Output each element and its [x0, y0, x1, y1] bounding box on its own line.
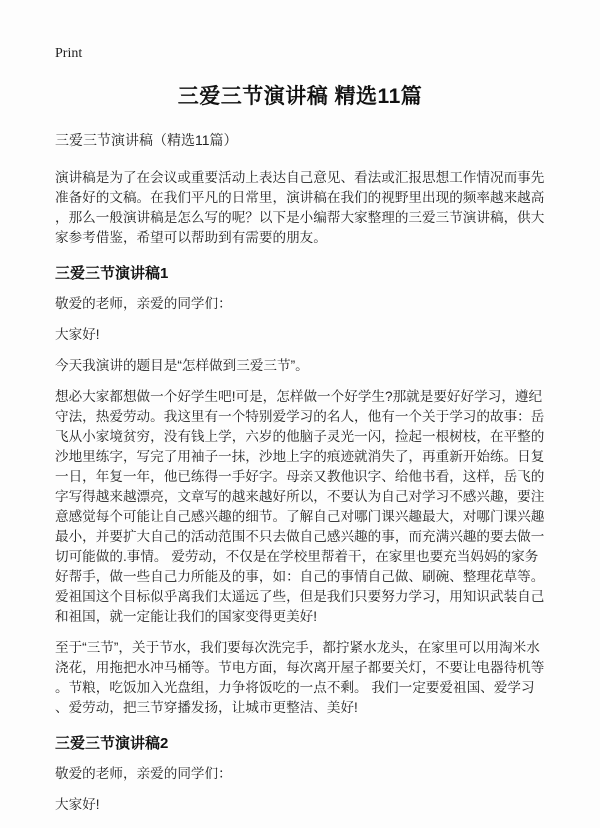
body-paragraph: 至于“三节”，关于节水，我们要每次洗完手，都拧紧水龙头，在家里可以用淘米水浇花，用拖把水冲马桶等。节电方面，每次离开屋子都要关灯，不要让电器待机等。节粮，吃饭加入光盘组，力争将饭吃的一点不剩。 我们一定要爱祖国、爱学习、爱劳动，把三节穿播发扬，让城市更整洁、美好! [55, 640, 545, 715]
greeting-paragraph: 敬爱的老师，亲爱的同学们： [55, 766, 232, 781]
doc-subtitle: 三爱三节演讲稿（精选11篇） [55, 132, 238, 148]
topic-paragraph: 今天我演讲的题目是“怎样做到三爱三节”。 [55, 358, 309, 373]
intro-paragraph: 演讲稿是为了在会议或重要活动上表达自己意见、看法或汇报思想工作情况而事先准备好的文稿。在我们平凡的日常里，演讲稿在我们的视野里出现的频率越来越高，那么一般演讲稿是怎么写的呢？以下是小编帮大家整理的三爱三节演讲稿，供大家参考借鉴，希望可以帮助到有需要的朋友。 [55, 170, 545, 245]
print-link[interactable]: Print [55, 46, 83, 61]
greeting-paragraph: 敬爱的老师，亲爱的同学们： [55, 296, 232, 311]
hello-paragraph: 大家好! [55, 797, 100, 812]
speech-section-2 [55, 732, 545, 815]
body-paragraph: 想必大家都想做一个好学生吧!可是，怎样做一个好学生?那就是要好好学习，遵纪守法，热爱劳动。我这里有一个特别爱学习的名人，他有一个关于学习的故事：岳飞从小家境贫穷，没有钱上学，六岁的他脑子灵光一闪，捡起一根树枝，在平整的沙地里练字，写完了用袖子一抹，沙地上字的痕迹就消失了，再重新开始练。日复一日，年复一年，他已练得一手好字。母亲又教他识字、给他书看，这样，岳飞的字写得越来越漂亮，文章写的越来越好所以，不要认为自己对学习不感兴趣，要注意感觉每个可能让自己感兴趣的细节。了解自己对哪门课兴趣最大，对哪门课兴趣最小，并要扩大自己的活动范围不只去做自己感兴趣的事，而充满兴趣的要去做一切可能做的.事情。 爱劳动，不仅是在学校里帮着干，在家里也要充当妈妈的家务好帮手，做一些自己力所能及的事，如：自己的事情自己做、刷碗、整理花草等。爱祖国这个目标似乎离我们太遥远了些，但是我们只要努力学习，用知识武装自己和祖国，就一定能让我们的国家变得更美好! [55, 389, 545, 624]
section-heading: 三爱三节演讲稿1 [55, 265, 169, 282]
hello-paragraph: 大家好! [55, 327, 100, 342]
section-heading: 三爱三节演讲稿2 [55, 735, 169, 752]
speech-section-1 [55, 262, 545, 718]
page-title: 三爱三节演讲稿 精选11篇 [177, 85, 423, 108]
